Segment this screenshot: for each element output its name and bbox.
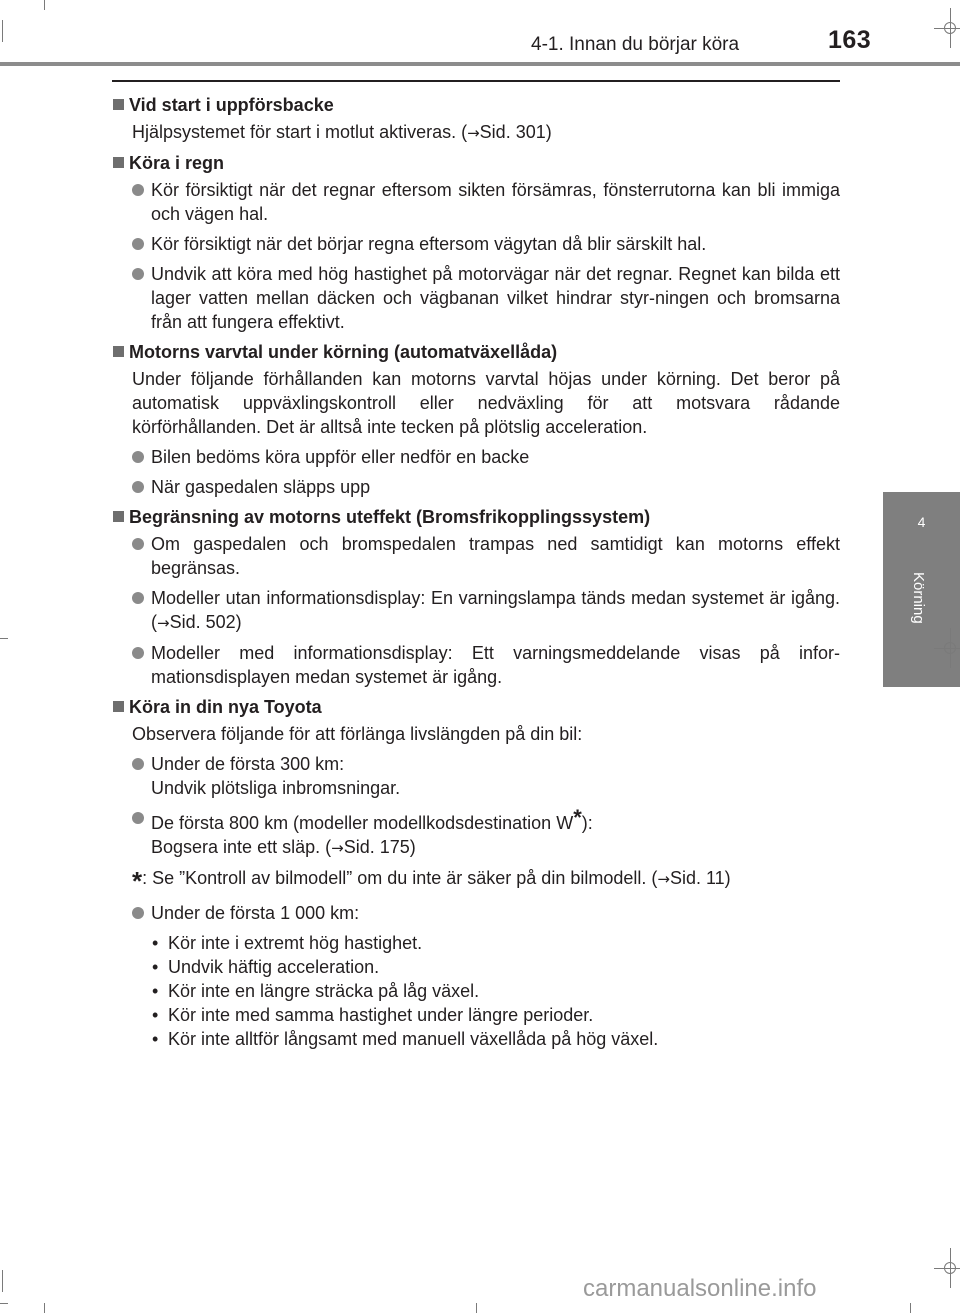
header-rule (0, 62, 960, 66)
page-reference-link[interactable]: Sid. 301) (479, 122, 552, 142)
section-heading (112, 151, 840, 175)
page-content (112, 93, 840, 1057)
list-item-text-part: ): (581, 813, 593, 833)
list-item-line: Undvik plötsliga inbromsningar. (151, 778, 401, 798)
chapter-title: 4-1. Innan du börjar köra (531, 34, 740, 55)
square-bullet-icon (113, 511, 124, 522)
circle-bullet-icon (132, 451, 144, 463)
page-reference-link[interactable]: Sid. 175) (343, 837, 416, 857)
list-item (112, 475, 840, 499)
section-engine-output-limit (112, 505, 840, 689)
circle-bullet-icon (132, 268, 144, 280)
small-bullet-icon: • (152, 981, 159, 1001)
list-item-text (151, 752, 840, 800)
section-heading-text: Begränsning av motorns uteffekt (Bromsfrikopplingssystem) (129, 507, 651, 527)
footnote-text: : Se ”Kontroll av bilmodell” om du inte är säker på din bilmodell. ( (142, 868, 658, 888)
circle-bullet-icon (132, 538, 144, 550)
footnote-star-icon: * (573, 805, 582, 830)
small-bullet-icon: • (152, 1029, 159, 1049)
square-bullet-icon (113, 157, 124, 168)
circle-bullet-icon (132, 184, 144, 196)
section-heading (112, 93, 840, 117)
sub-list-item-text: Kör inte en längre sträcka på låg växel. (168, 981, 480, 1001)
square-bullet-icon (113, 346, 124, 357)
side-tab-label: Körning (910, 572, 927, 624)
square-bullet-icon (113, 99, 124, 110)
paragraph-text: Hjälpsystemet för start i motlut aktiveras. ( (132, 122, 468, 142)
list-item-text: Bilen bedöms köra uppför eller nedför en backe (151, 447, 530, 467)
sub-list-item (152, 1003, 840, 1027)
sub-list-item-text: Kör inte med samma hastighet under längre perioder. (168, 1005, 594, 1025)
circle-bullet-icon (132, 238, 144, 250)
arrow-right-icon: → (467, 124, 480, 142)
circle-bullet-icon (132, 758, 144, 770)
sub-list-item (152, 979, 840, 1003)
arrow-right-icon: → (657, 870, 670, 888)
list-item-text (151, 586, 840, 635)
watermark-text: carmanualsonline.info (583, 1275, 817, 1302)
list-item-text (151, 806, 840, 860)
circle-bullet-icon (132, 812, 144, 824)
section-heading-text: Motorns varvtal under körning (automatväxellåda) (129, 342, 558, 362)
list-item-text: Undvik att köra med hög hastighet på motorvägar när det regnar. Regnet kan bilda ett lager vatten mellan däcken och vägbanan vilket hindrar styr-ningen och bromsarna från att fungera effektivt. (151, 264, 840, 332)
section-heading-text: Köra in din nya Toyota (129, 697, 322, 717)
sub-list-item (152, 1027, 840, 1051)
circle-bullet-icon (132, 907, 144, 919)
circle-bullet-icon (132, 647, 144, 659)
section-heading (112, 505, 840, 529)
list-item-text: Modeller med informationsdisplay: Ett varningsmeddelande visas på infor-mationsdisplayen medan systemet är igång. (151, 643, 840, 687)
section-driving-in-rain (112, 151, 840, 334)
arrow-right-icon: → (157, 614, 170, 632)
section-hill-start (112, 93, 840, 145)
list-item-text-part: Bogsera inte ett släp. ( (151, 837, 332, 857)
sub-list-item (152, 955, 840, 979)
circle-bullet-icon (132, 481, 144, 493)
list-item (112, 445, 840, 469)
content-top-rule (112, 80, 840, 82)
section-heading (112, 695, 840, 719)
list-item (112, 806, 840, 860)
list-item (112, 232, 840, 256)
paragraph: Under följande förhållanden kan motorns varvtal höjas under körning. Det beror på automatisk uppväxlingskontroll eller nedväxling för att motsvara rådande körförhållanden. Det är alltså inte tecken på plötslig acceleration. (132, 369, 840, 437)
square-bullet-icon (113, 701, 124, 712)
list-item-text: Under de första 1 000 km: (151, 903, 360, 923)
list-item (112, 586, 840, 635)
paragraph (112, 120, 840, 145)
page-reference-link[interactable]: Sid. 11) (669, 868, 731, 888)
arrow-right-icon: → (331, 839, 344, 857)
footnote (112, 866, 840, 896)
section-engine-speed (112, 340, 840, 499)
list-item-text: Kör försiktigt när det regnar eftersom sikten försämras, fönsterrutorna kan bli immiga och vägen hal. (151, 180, 840, 224)
paragraph: Observera följande för att förlänga livslängden på din bil: (132, 724, 583, 744)
chapter-side-tab[interactable] (883, 492, 960, 687)
sub-list (112, 931, 840, 1051)
section-heading-text: Vid start i uppförsbacke (129, 95, 334, 115)
section-break-in (112, 695, 840, 1051)
sub-list-item (152, 931, 840, 955)
sub-list-item-text: Kör inte i extremt hög hastighet. (168, 933, 423, 953)
section-heading-text: Köra i regn (129, 153, 225, 173)
page-reference-link[interactable]: Sid. 502) (169, 612, 242, 632)
section-heading (112, 340, 840, 364)
list-item-text-part: Modeller utan informationsdisplay: En varningslampa tänds medan systemet är igång. ( (151, 588, 840, 632)
side-tab-number: 4 (917, 514, 926, 530)
list-item-text: När gaspedalen släpps upp (151, 477, 371, 497)
list-item (112, 262, 840, 334)
small-bullet-icon: • (152, 933, 159, 953)
footnote-star-icon: * (132, 866, 143, 896)
list-item (112, 178, 840, 226)
page-number: 163 (828, 26, 872, 54)
list-item (112, 641, 840, 689)
list-item (112, 901, 840, 925)
list-item-line: Under de första 300 km: (151, 754, 345, 774)
list-item-text: Kör försiktigt när det börjar regna eftersom vägytan då blir särskilt hal. (151, 234, 707, 254)
small-bullet-icon: • (152, 1005, 159, 1025)
list-item-line (151, 835, 840, 860)
list-item-text: Om gaspedalen och bromspedalen trampas ned samtidigt kan motorns effekt begränsas. (151, 534, 840, 578)
sub-list-item-text: Undvik häftig acceleration. (168, 957, 380, 977)
small-bullet-icon: • (152, 957, 159, 977)
list-item (112, 752, 840, 800)
list-item (112, 532, 840, 580)
list-item-text-part: De första 800 km (modeller modellkodsdestination W (151, 813, 574, 833)
sub-list-item-text: Kör inte alltför långsamt med manuell växellåda på hög växel. (168, 1029, 659, 1049)
circle-bullet-icon (132, 592, 144, 604)
list-item-line (151, 806, 840, 835)
